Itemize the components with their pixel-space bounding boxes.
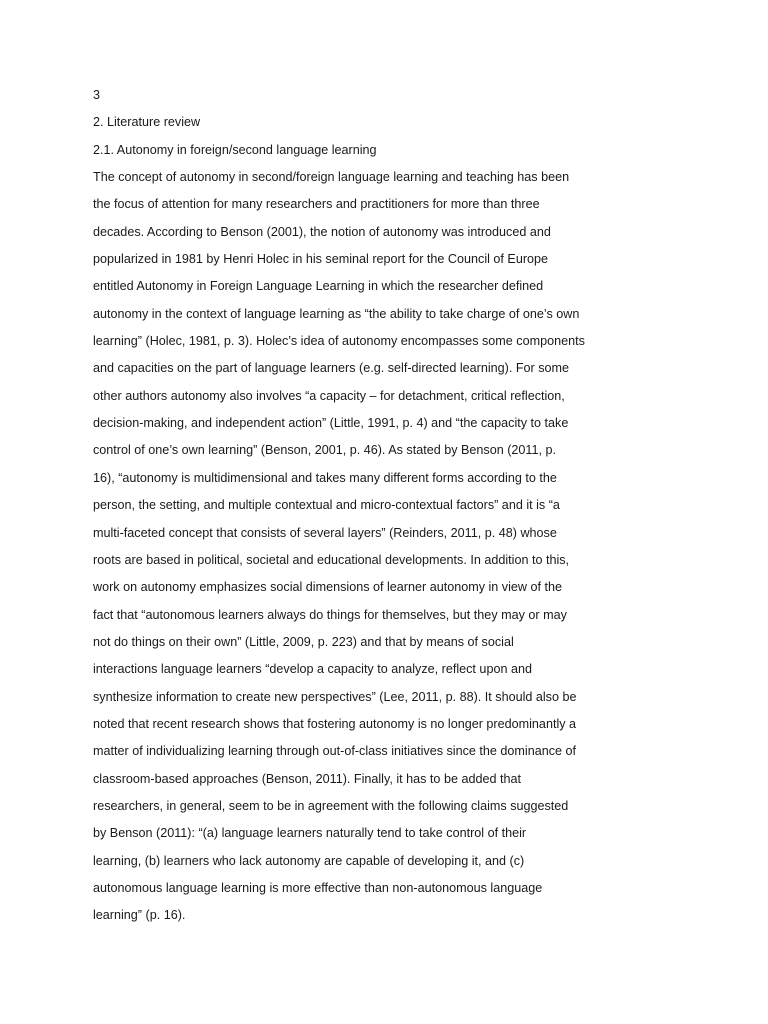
text-block: [93, 82, 613, 930]
body-line: learning” (Holec, 1981, p. 3). Holec’s idea of autonomy encompasses some components: [93, 334, 585, 349]
body-line: multi-faceted concept that consists of several layers” (Reinders, 2011, p. 48) whose: [93, 525, 557, 540]
body-line: noted that recent research shows that fostering autonomy is no longer predominantly a: [93, 716, 577, 731]
body-line: learning” (p. 16).: [93, 908, 186, 923]
body-line: work on autonomy emphasizes social dimensions of learner autonomy in view of the: [93, 580, 563, 595]
page-number: 3: [93, 88, 101, 102]
body-line: decades. According to Benson (2001), the notion of autonomy was introduced and: [93, 224, 551, 239]
body-line: popularized in 1981 by Henri Holec in his seminal report for the Council of Europe: [93, 252, 549, 267]
body-line: 16), “autonomy is multidimensional and takes many different forms according to the: [93, 470, 557, 485]
body-line: autonomy in the context of language learning as “the ability to take charge of one’s own: [93, 306, 580, 321]
body-line: The concept of autonomy in second/foreign language learning and teaching has been: [93, 170, 570, 185]
body-line: not do things on their own” (Little, 2009, p. 223) and that by means of social: [93, 634, 514, 649]
body-line: and capacities on the part of language learners (e.g. self-directed learning). For some: [93, 361, 570, 376]
body-line: decision-making, and independent action” (Little, 1991, p. 4) and “the capacity to take: [93, 416, 569, 431]
body-line: entitled Autonomy in Foreign Language Learning in which the researcher defined: [93, 279, 544, 294]
body-line: interactions language learners “develop a capacity to analyze, reflect upon and: [93, 662, 532, 677]
body-line: synthesize information to create new perspectives” (Lee, 2011, p. 88). It should also be: [93, 689, 577, 704]
body-line: researchers, in general, seem to be in agreement with the following claims suggested: [93, 798, 569, 813]
body-line: classroom-based approaches (Benson, 2011). Finally, it has to be added that: [93, 771, 521, 786]
body-line: person, the setting, and multiple contextual and micro-contextual factors” and it is “a: [93, 498, 560, 513]
body-line: the focus of attention for many researchers and practitioners for more than three: [93, 197, 540, 212]
section-heading: 2. Literature review: [93, 115, 201, 130]
subsection-heading: 2.1. Autonomy in foreign/second language learning: [93, 142, 377, 157]
body-line: control of one’s own learning” (Benson, 2001, p. 46). As stated by Benson (2011, p.: [93, 443, 556, 458]
body-line: learning, (b) learners who lack autonomy are capable of developing it, and (c): [93, 853, 525, 868]
body-paragraph: [93, 164, 613, 930]
body-line: autonomous language learning is more effective than non-autonomous language: [93, 880, 543, 895]
body-line: roots are based in political, societal and educational developments. In addition to this,: [93, 552, 570, 567]
body-line: by Benson (2011): “(a) language learners naturally tend to take control of their: [93, 826, 527, 841]
body-line: matter of individualizing learning through out-of-class initiatives since the dominance of: [93, 744, 577, 759]
body-line: other authors autonomy also involves “a capacity – for detachment, critical reflection,: [93, 388, 565, 403]
body-line: fact that “autonomous learners always do things for themselves, but they may or may: [93, 607, 567, 622]
